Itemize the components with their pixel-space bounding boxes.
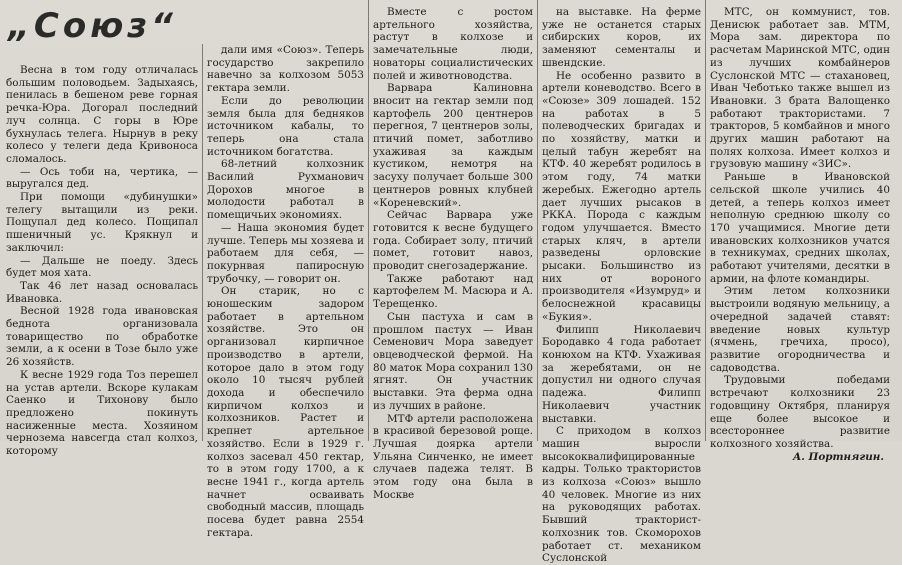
paragraph: Сейчас Варвара уже готовится к весне будущего года. Собирает золу, птичий помет, готовит навоз, проводит снегозадержание. xyxy=(373,209,533,273)
paragraph: Трудовыми победами встречают колхозники 23 годовщину Октября, планируя еще более высокое и всестороннее развитие колхозного хозяйства. xyxy=(710,374,890,450)
column-divider xyxy=(537,0,538,441)
paragraph: — Ось тоби на, чертика, — выругался дед. xyxy=(6,165,198,191)
paragraph: Варвара Калиновна вносит на гектар земли под картофель 200 центнеров перегноя, 7 центнеров золы, птичий помет, заботливо ухаживая за каждым кустиком, немотря на засуху получает больше 300 центнеров ровных клубней «Кореневский». xyxy=(373,82,533,209)
paragraph: При помощи «дубинушки» телегу вытащили из реки. Пощупал дед колесо. Пощипал пшеничный ус. Крякнул и заключил: xyxy=(6,191,198,254)
paragraph: дали имя «Союз». Теперь государство закрепило навечно за колхозом 5053 гектара земли. xyxy=(207,44,364,95)
paragraph: Весна в том году отличалась большим половодьем. Задыхаясь, пенилась в бешеном реве горная речка-Юра. Догорал последний луч солнца. С горы в Юре бухнулась телега. Нырнув в реку колесо у телеги деда Кривоноса сломалось. xyxy=(6,64,198,165)
paragraph: — Наша экономия будет лучше. Теперь мы хозяева и работаем для себя, — покурнвая папиросную трубочку, — говорит он. xyxy=(207,221,364,285)
paragraph: Этим летом колхозники выстроили водяную мельницу, а очередной задачей ставят: введение новых культур (ячмень, гречиха, просо), развитие огородничества и садоводства. xyxy=(710,285,890,374)
paragraph: Весной 1928 года ивановская беднота организовала товарищество по обработке земли, а к осени в Тозе было уже 26 хозяйств. xyxy=(6,305,198,369)
author-signature: А. Портнягин. xyxy=(792,450,884,463)
column-divider xyxy=(202,44,203,441)
column-1 xyxy=(6,64,198,458)
column-2 xyxy=(207,44,364,539)
paragraph: Вместе с ростом артельного хозяйства, растут в колхозе и замечательные люди, новаторы социалистических полей и животноводства. xyxy=(373,6,533,82)
paragraph: Филипп Николаевич Бородавко 4 года работает конюхом на КТФ. Ухаживая за жеребятами, он не допустил ни одного случая падежа. Филипп Николаевич участник выставки. xyxy=(542,323,701,425)
paragraph: К весне 1929 года Тоз перешел на устав артели. Вскоре кулакам Саенко и Тихонову было предложено покинуть насиженные места. Хозяином чернозема навсегда стал колхоз, которому xyxy=(6,368,198,458)
paragraph: Не особенно развито в артели коневодство. Всего в «Союзе» 309 лошадей. 152 на работах в 5 полеводческих бригадах и по хозяйству, матки и целый табун жеребят на КТФ. 40 жеребят родилось в этом году, 74 матки жеребых. Ежегодно артель дает лучших рысаков в РККА. Порода с каждым годом улучшается. Вместо старых кляч, в артели разведены орловские рысаки. Большинство из них от вороного производителя «Изумруд» и белоснежной красавицы «Букия». xyxy=(542,69,701,323)
paragraph: Так 46 лет назад основалась Ивановка. xyxy=(6,279,198,305)
column-divider xyxy=(368,0,369,441)
paragraph: Сын пастуха и сам в прошлом пастух — Иван Семенович Мора заведует овцеводческой фермой. На 80 маток Мора сохранил 130 ягнят. Он участник выставки. Эта ферма одна из лучших в районе. xyxy=(373,310,534,412)
paragraph: Также работают над картофелем М. Масюра и А. Терещенко. xyxy=(373,272,533,311)
column-divider xyxy=(705,0,706,441)
column-5 xyxy=(710,6,890,463)
article-title: „Союз“ xyxy=(8,6,177,46)
paragraph: МТФ артели расположена в красивой березовой роще. Лучшая доярка артели Ульяна Синченко, не имеет случаев падежа телят. В этом году она была в Москве xyxy=(373,412,533,501)
paragraph: С приходом в колхоз машин выросли высококвалифицированные кадры. Только трактористов из колхоза «Союз» вышло 40 человек. Многие из них на руководящих работах. Бывший тракторист-колхозник тов. Скоморохов работает ст. механиком Суслонской xyxy=(542,425,701,565)
paragraph: на выставке. На ферме уже не останется старых сибирских коров, их заменяют сементалы и швендские. xyxy=(542,6,701,69)
column-3 xyxy=(373,6,534,501)
column-4 xyxy=(542,6,701,565)
paragraph: Раньше в Ивановской сельской школе учились 40 детей, а теперь колхоз имеет неполную среднюю школу со 170 учащимися. Многие дети ивановских колхозников учатся в техникумах, средних школах, работают учителями, десятки в армии, на флоте командиры. xyxy=(710,171,890,285)
paragraph: МТС, он коммунист, тов. Денисюк работает зав. МТМ, Мора зам. директора по расчетам Маринской МТС, один из лучших комбайнеров Суслонской МТС — стахановец, Иван Чеботько также вышел из Ивановки. 3 брата Валощенко работают трактористами. 7 тракторов, 5 комбайнов и много других машин работают на полях колхоза. Имеет колхоз и грузовую машину «ЗИС». xyxy=(710,6,890,171)
paragraph: Он старик, но с юношеским задором работает в артельном хозяйстве. Это он организовал кирпичное производство в артели, которое дало в этом году около 10 тысяч рублей дохода и обеспечило кирпичом колхоз и колхозников. Растет и крепнет артельное хозяйство. Если в 1929 г. колхоз засевал 450 гектар, то в этом году 1700, а к весне 1941 г., когда артель начнет осваивать свободный массив, площадь посева будет равна 2554 гектара. xyxy=(207,285,364,539)
paragraph: 68-летний колхозник Василий Рухманович Дорохов многое в молодости работал в помещичьих экономиях. xyxy=(207,158,364,222)
paragraph: — Дальше не поеду. Здесь будет моя хата. xyxy=(6,254,198,280)
paragraph: Если до революции земля была для бедняков источником кабалы, то теперь она стала источником богатства. xyxy=(207,94,364,158)
